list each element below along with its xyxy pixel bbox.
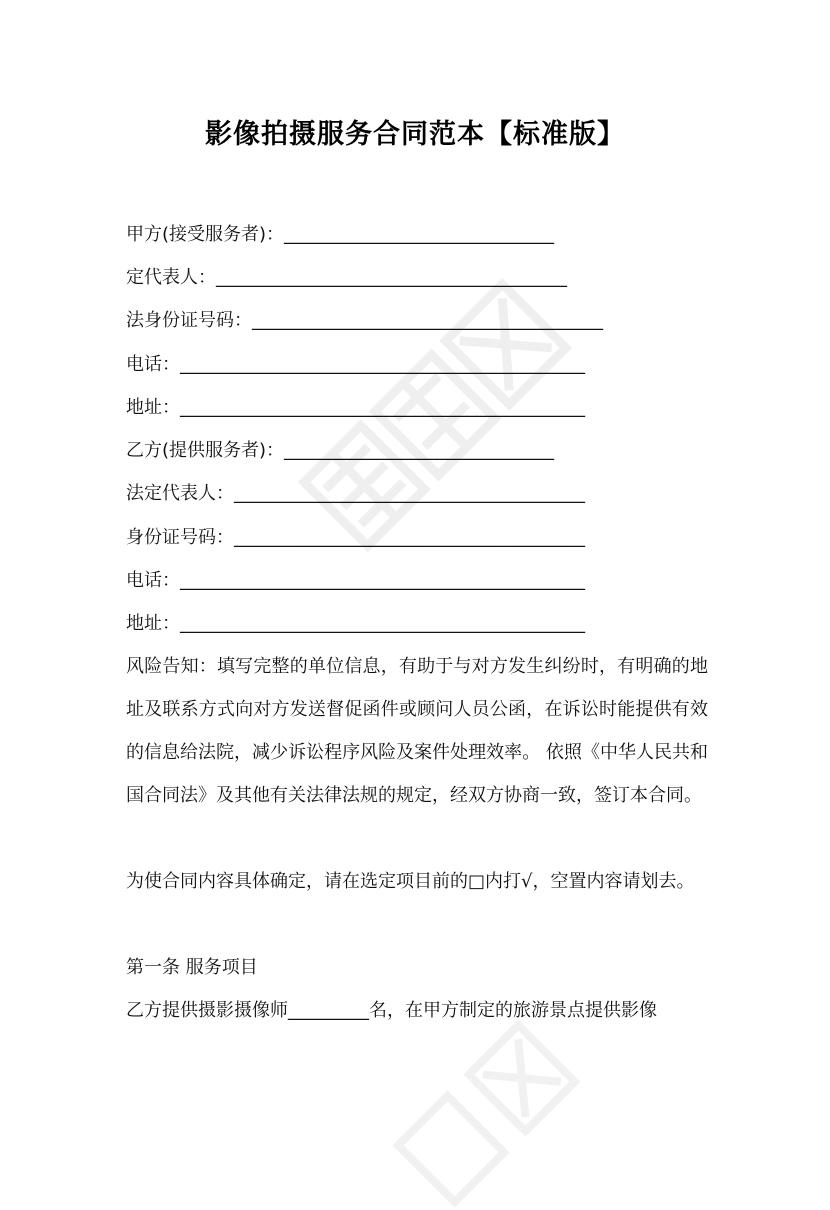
party-a-legal-rep-field: 定代表人：_______________________________________ xyxy=(126,267,567,288)
party-b-name-field: 乙方(提供服务者)：______________________________ xyxy=(126,440,555,461)
party-a-name-field: 甲方(接受服务者)：______________________________ xyxy=(126,224,555,245)
party-b-id-number-field: 身份证号码：_______________________________________ xyxy=(126,527,585,548)
party-b-legal-rep-field: 法定代表人：_______________________________________ xyxy=(126,483,585,504)
watermark-icon-bottom xyxy=(360,1010,620,1210)
instruction-paragraph: 为使合同内容具体确定，请在选定项目前的□内打√，空置内容请划去。 xyxy=(126,871,695,892)
service-paragraph: 乙方提供摄影摄像师_________名，在甲方制定的旅游景点提供影像 xyxy=(126,1000,657,1021)
article-one-heading: 第一条 服务项目 xyxy=(126,957,258,978)
party-b-address-field: 地址：_____________________________________________ xyxy=(126,613,585,634)
party-b-phone-field: 电话：_____________________________________________ xyxy=(126,570,585,591)
party-a-phone-field: 电话：_____________________________________________ xyxy=(126,354,585,375)
party-a-id-number-field: 法身份证号码：_______________________________________ xyxy=(126,310,603,331)
party-a-address-field: 地址：_____________________________________________ xyxy=(126,397,585,418)
document-title: 影像拍摄服务合同范本【标准版】 xyxy=(205,119,625,150)
risk-notice-paragraph: 风险告知：填写完整的单位信息，有助于与对方发生纠纷时，有明确的地址及联系方式向对方发送督促函件或顾问人员公函，在诉讼时能提供有效的信息给法院，减少诉讼程序风险及案件处理效率。 依照《中华人民共和国合同法》及其他有关法律法规的规定，经双方协商一致，签订本合同。 xyxy=(126,656,708,806)
